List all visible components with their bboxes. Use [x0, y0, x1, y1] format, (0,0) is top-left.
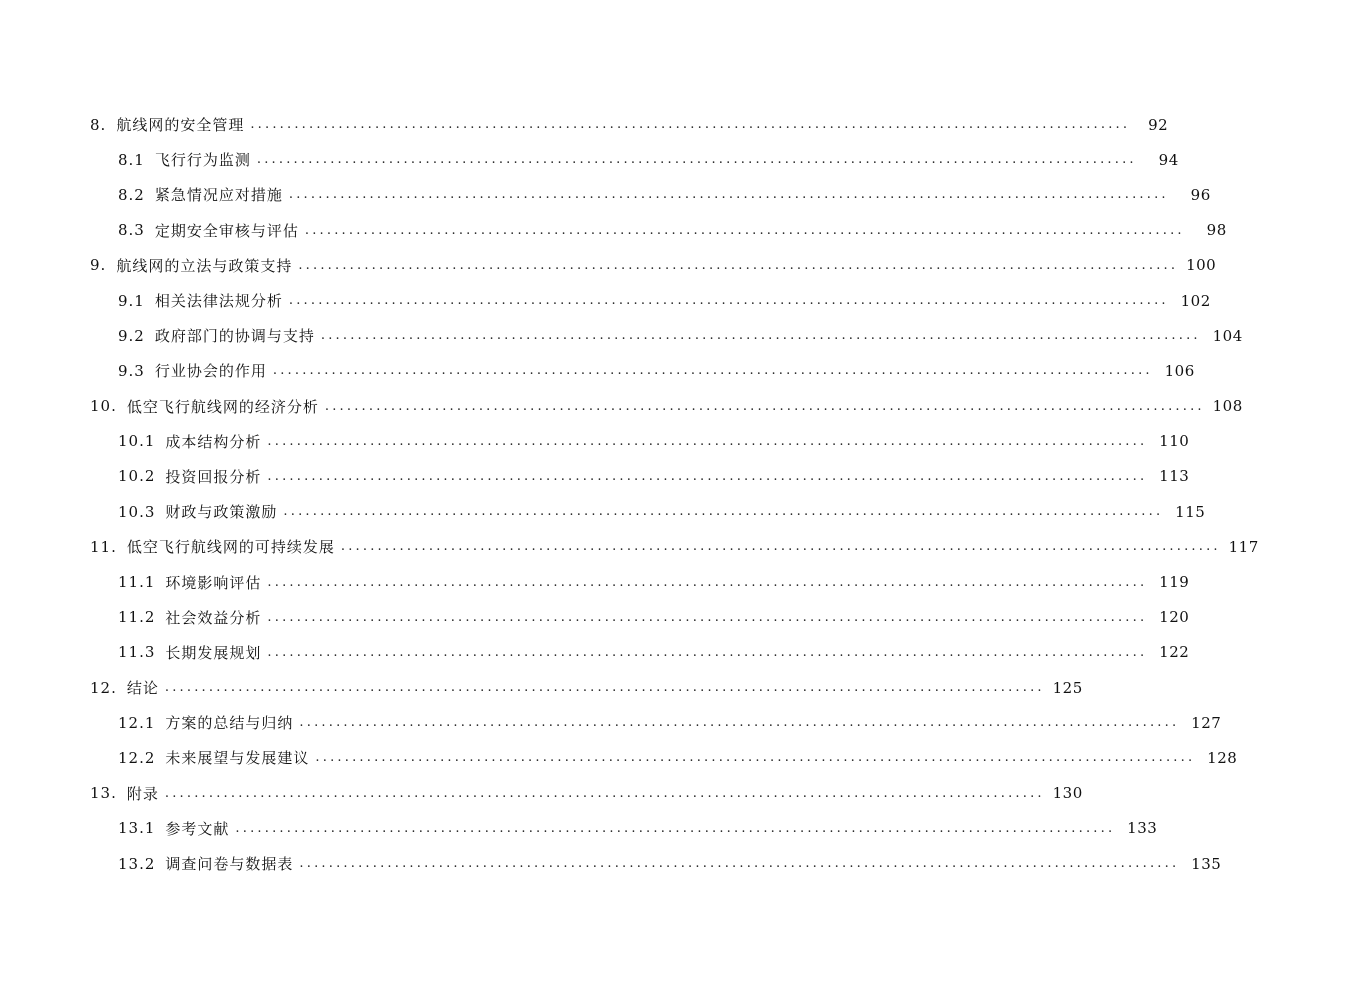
toc-dot-leader: ........................................................................................................................ [256, 152, 1137, 168]
toc-page-column [1151, 467, 1280, 485]
toc-page-column [1182, 256, 1307, 274]
toc-page-column [1049, 679, 1174, 697]
toc-entry-title: 环境影响评估 [165, 573, 262, 592]
toc-dot-leader: ........................................................................................................................ [250, 117, 1131, 133]
toc-dot-leader: ........................................................................................................................ [324, 398, 1205, 414]
toc-page-number: 106 [1164, 361, 1195, 380]
toc-entry-number: 12.2 [118, 748, 156, 767]
toc-dot-leader: ........................................................................................................................ [267, 433, 1148, 449]
toc-entry-title: 航线网的立法与政策支持 [116, 256, 293, 275]
toc-entry-number: 9.2 [118, 326, 145, 345]
toc-section-entry[interactable] [0, 318, 1243, 353]
toc-section-entry[interactable] [0, 213, 1227, 248]
toc-entry-number: 13. [90, 784, 117, 803]
toc-section-entry[interactable] [0, 740, 1238, 775]
toc-dot-leader: ........................................................................................................................ [272, 363, 1153, 379]
toc-page-column [1199, 749, 1328, 767]
toc-page-number: 128 [1207, 748, 1238, 767]
toc-dot-leader: ........................................................................................................................ [299, 856, 1180, 872]
toc-page-column [1183, 714, 1312, 732]
toc-entry-number: 8.1 [118, 150, 145, 169]
toc-page-column [1167, 503, 1296, 521]
toc-entry-title: 低空飞行航线网的可持续发展 [126, 538, 335, 557]
toc-section-entry[interactable] [0, 459, 1190, 494]
toc-entry-title: 方案的总结与归纳 [165, 714, 294, 733]
toc-section-entry[interactable] [0, 494, 1206, 529]
toc-entry-title: 飞行行为监测 [154, 151, 251, 170]
toc-dot-leader: ........................................................................................................................ [340, 539, 1221, 555]
toc-dot-leader: ........................................................................................................................ [304, 222, 1185, 238]
toc-entry-title: 相关法律法规分析 [154, 292, 283, 311]
toc-page-number: 130 [1052, 784, 1083, 803]
toc-dot-leader: ........................................................................................................................ [288, 187, 1169, 203]
toc-dot-leader: ........................................................................................................................ [299, 715, 1180, 731]
toc-entry-number: 10.3 [118, 502, 156, 521]
toc-entry-title: 紧急情况应对措施 [154, 186, 283, 205]
toc-page-number: 119 [1159, 573, 1190, 592]
toc-entry-number: 11.2 [118, 608, 156, 627]
toc-entry-number: 12. [90, 678, 117, 697]
toc-entry-title: 航线网的安全管理 [116, 116, 245, 135]
toc-entry-number: 11.1 [118, 573, 156, 592]
toc-page-column [1151, 608, 1280, 626]
toc-chapter-entry[interactable] [0, 107, 1169, 142]
toc-page-column [1157, 362, 1286, 380]
toc-section-entry[interactable] [0, 353, 1195, 388]
toc-page-number: 98 [1206, 221, 1227, 240]
toc-page-number: 135 [1191, 854, 1222, 873]
toc-entry-number: 8.3 [118, 221, 145, 240]
toc-entry-title: 调查问卷与数据表 [165, 855, 294, 874]
toc-page-column [1173, 186, 1302, 204]
toc-page-number: 102 [1180, 291, 1211, 310]
toc-section-entry[interactable] [0, 424, 1190, 459]
toc-entry-number: 10.1 [118, 432, 156, 451]
toc-chapter-entry[interactable] [0, 776, 1083, 811]
toc-page-column [1141, 151, 1270, 169]
toc-page-number: 113 [1159, 467, 1190, 486]
toc-entry-title: 成本结构分析 [165, 432, 262, 451]
toc-entry-number: 8.2 [118, 185, 145, 204]
toc-dot-leader: ........................................................................................................................ [235, 820, 1116, 836]
toc-chapter-entry[interactable] [0, 529, 1259, 564]
toc-page-column [1209, 397, 1334, 415]
toc-section-entry[interactable] [0, 811, 1158, 846]
toc-page-column [1119, 819, 1248, 837]
toc-entry-title: 附录 [126, 784, 159, 803]
toc-section-entry[interactable] [0, 635, 1190, 670]
toc-section-entry[interactable] [0, 283, 1211, 318]
toc-page-number: 96 [1190, 185, 1211, 204]
toc-entry-number: 10.2 [118, 467, 156, 486]
toc-dot-leader: ........................................................................................................................ [164, 680, 1045, 696]
toc-entry-title: 政府部门的协调与支持 [154, 327, 315, 346]
toc-entry-number: 12.1 [118, 713, 156, 732]
toc-section-entry[interactable] [0, 600, 1190, 635]
toc-page-number: 92 [1148, 115, 1169, 134]
toc-section-entry[interactable] [0, 705, 1222, 740]
toc-page-number: 104 [1212, 326, 1243, 345]
toc-section-entry[interactable] [0, 177, 1211, 212]
toc-dot-leader: ........................................................................................................................ [267, 468, 1148, 484]
toc-page-column [1151, 432, 1280, 450]
toc-entry-number: 10. [90, 397, 117, 416]
toc-page-number: 115 [1175, 502, 1206, 521]
toc-chapter-entry[interactable] [0, 389, 1243, 424]
toc-page-number: 122 [1159, 643, 1190, 662]
toc-entry-title: 低空飞行航线网的经济分析 [126, 397, 319, 416]
toc-entry-title: 结论 [126, 679, 159, 698]
toc-page-column [1049, 784, 1174, 802]
toc-entry-number: 8. [90, 115, 107, 134]
toc-entry-number: 11. [90, 537, 117, 556]
toc-entry-title: 未来展望与发展建议 [165, 749, 310, 768]
toc-chapter-entry[interactable] [0, 248, 1217, 283]
toc-dot-leader: ........................................................................................................................ [288, 293, 1169, 309]
toc-dot-leader: ........................................................................................................................ [320, 328, 1201, 344]
toc-page-number: 133 [1127, 819, 1158, 838]
toc-dot-leader: ........................................................................................................................ [315, 750, 1196, 766]
toc-page-number: 100 [1186, 256, 1217, 275]
toc-page-column [1183, 855, 1312, 873]
toc-dot-leader: ........................................................................................................................ [298, 257, 1179, 273]
toc-page-column [1225, 538, 1350, 556]
toc-page-number: 94 [1158, 150, 1179, 169]
toc-entry-title: 长期发展规划 [165, 643, 262, 662]
toc-entry-number: 9.3 [118, 361, 145, 380]
toc-entry-title: 财政与政策激励 [165, 503, 278, 522]
toc-entry-number: 9.1 [118, 291, 145, 310]
toc-entry-title: 投资回报分析 [165, 467, 262, 486]
toc-dot-leader: ........................................................................................................................ [267, 574, 1148, 590]
toc-dot-leader: ........................................................................................................................ [164, 785, 1045, 801]
toc-entry-title: 行业协会的作用 [154, 362, 267, 381]
toc-page-number: 110 [1159, 432, 1190, 451]
toc-page-column [1151, 573, 1280, 591]
toc-page-number: 108 [1212, 397, 1243, 416]
table-of-contents [0, 107, 1259, 881]
toc-dot-leader: ........................................................................................................................ [283, 504, 1164, 520]
toc-entry-number: 13.1 [118, 819, 156, 838]
toc-entry-title: 定期安全审核与评估 [154, 221, 299, 240]
toc-page-number: 127 [1191, 713, 1222, 732]
toc-page-column [1189, 221, 1318, 239]
toc-dot-leader: ........................................................................................................................ [267, 644, 1148, 660]
toc-page-number: 125 [1052, 678, 1083, 697]
toc-section-entry[interactable] [0, 564, 1190, 599]
toc-page-column [1151, 643, 1280, 661]
toc-entry-number: 11.3 [118, 643, 156, 662]
toc-page-number: 120 [1159, 608, 1190, 627]
toc-section-entry[interactable] [0, 142, 1179, 177]
toc-page-column [1173, 292, 1302, 310]
toc-entry-title: 社会效益分析 [165, 608, 262, 627]
toc-chapter-entry[interactable] [0, 670, 1083, 705]
toc-entry-title: 参考文献 [165, 819, 230, 838]
toc-entry-number: 13.2 [118, 854, 156, 873]
toc-page-column [1205, 327, 1334, 345]
toc-page-column [1134, 116, 1259, 134]
toc-dot-leader: ........................................................................................................................ [267, 609, 1148, 625]
toc-entry-number: 9. [90, 256, 107, 275]
toc-page-number: 117 [1228, 537, 1259, 556]
toc-section-entry[interactable] [0, 846, 1222, 881]
